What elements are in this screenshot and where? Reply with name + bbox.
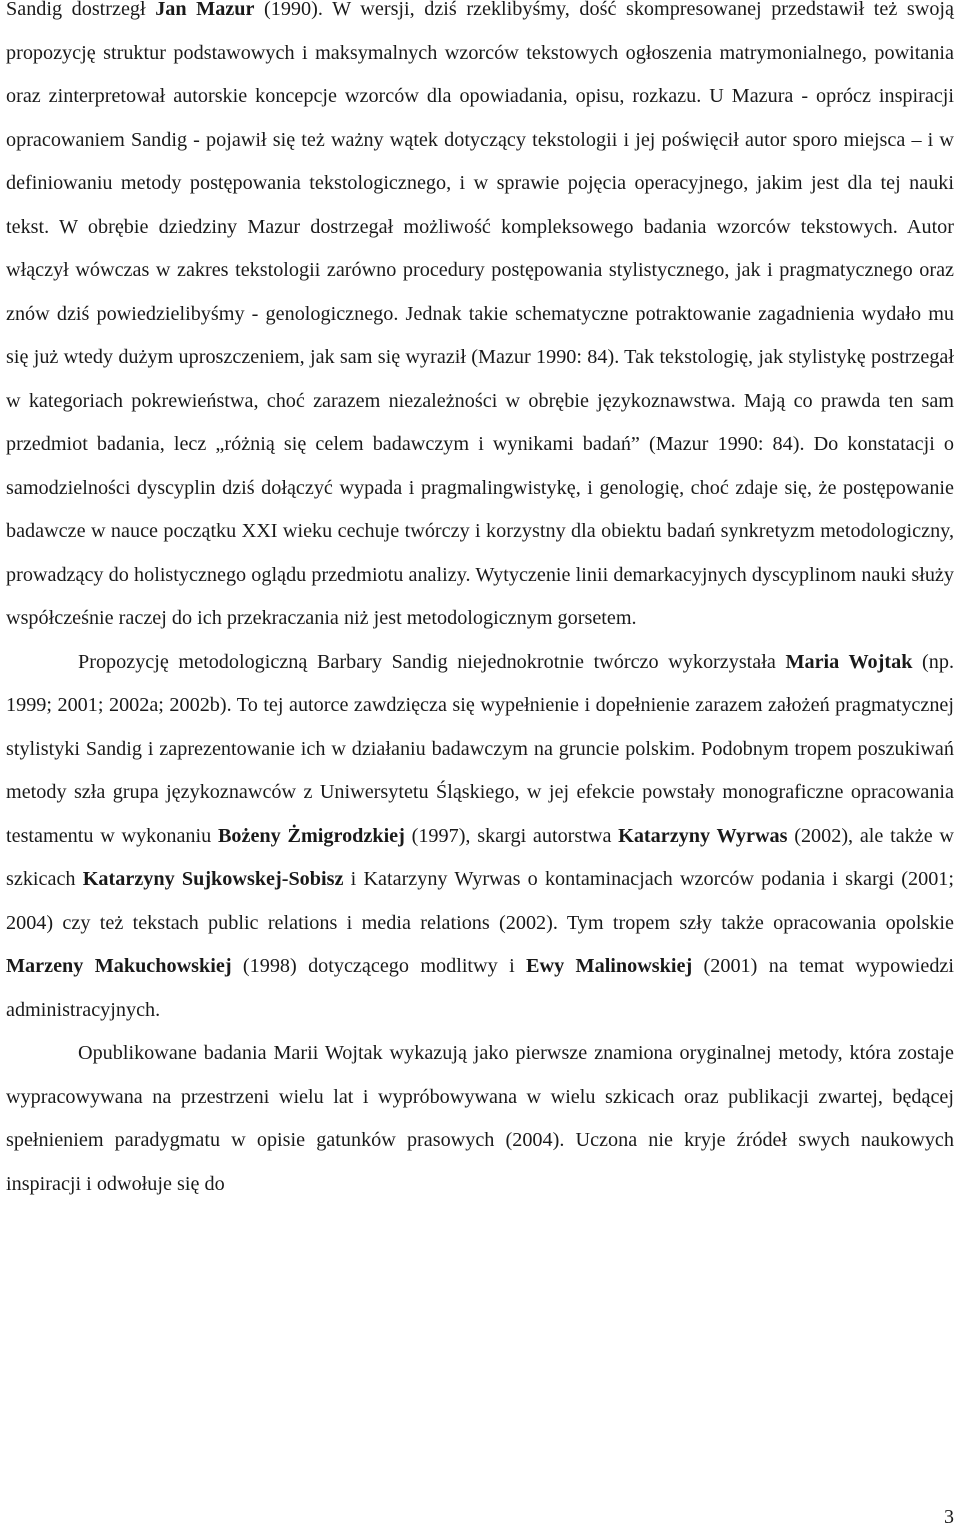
text-span: (1997), skargi autorstwa	[404, 824, 619, 847]
page-number: 3	[944, 1506, 954, 1528]
bold-name-span: Katarzyny Wyrwas	[618, 824, 788, 847]
paragraph-1	[6, 0, 954, 641]
text-span: Propozycję metodologiczną Barbary Sandig niejednokrotnie twórczo wykorzystała	[78, 650, 786, 673]
paragraph-3	[6, 1032, 954, 1206]
bold-name-span: Bożeny Żmigrodzkiej	[217, 824, 405, 847]
text-span: i Katarzyny Wyrwas o kontaminacjach wzorców podania i skargi (2001; 2004) czy też tekstach public relations i media relations (2002). Tym tropem szły także opracowania opolskie	[6, 868, 954, 934]
text-span: Sandig dostrzegł	[6, 0, 156, 20]
text-span: (1998) dotyczącego modlitwy i	[231, 955, 527, 977]
bold-name-span: Ewy Malinowskiej	[526, 955, 693, 977]
bold-name-span: Maria Wojtak	[785, 650, 913, 673]
text-span: (np. 1999; 2001; 2002a; 2002b). To tej autorce zawdzięcza się wypełnienie i dopełnienie zarazem założeń pragmatycznej stylistyki Sandig i zaprezentowanie ich w działaniu badawczym na gruncie polskim. Podobnym tropem poszukiwań metody szła grupa językoznawców z Uniwersytetu Śląskiego, w jej efekcie powstały monograficzne opracowania testamentu w wykonaniu	[6, 650, 954, 847]
bold-name-span: Marzeny Makuchowskiej	[6, 955, 232, 977]
text-span: (2001) na temat wypowiedzi administracyjnych.	[6, 955, 955, 1021]
text-span: (1990). W wersji, dziś rzeklibyśmy, dość skompresowanej przedstawił też swoją propozycję struktur podstawowych i maksymalnych wzorców tekstowych ogłoszenia matrymonialnego, powitania oraz zinterpretował autorskie koncepcje wzorców dla opowiadania, opisu, rozkazu. U Mazura - oprócz inspiracji opracowaniem Sandig - pojawił się też ważny wątek dotyczący tekstologii i jej poświęcił autor sporo miejsca – i w definiowaniu metody postępowania tekstologicznego, i w sprawie pojęcia operacyjnego, jakim jest dla tej nauki tekst. W obrębie dziedziny Mazur dostrzegał możliwość kompleksowego badania wzorców tekstowych. Autor włączył wówczas w zakres tekstologii zarówno procedury postępowania stylistycznego, jak i pragmatycznego oraz znów dziś powiedzielibyśmy - genologicznego. Jednak takie schematyczne potraktowanie zagadnienia wydało mu się już wtedy dużym uproszczeniem, jak sam się wyraził (Mazur 1990: 84). Tak tekstologię, jak stylistykę postrzegał w kategoriach pokrewieństwa, choć zarazem niezależności w obrębie językoznawstwa. Mają co prawda ten sam przedmiot badania, lecz „różnią się celem badawczym i wynikami badań” (Mazur 1990: 84). Do konstatacji o samodzielności dyscyplin dziś dołączyć wypada i pragmalingwistykę, i genologię, choć zdaje się, że postępowanie badawcze w nauce początku XXI wieku cechuje twórczy i korzystny dla obiektu badań synkretyzm metodologiczny, prowadzący do holistycznego oglądu przedmiotu analizy. Wytyczenie linii demarkacyjnych dyscyplinom nauki służy współcześnie raczej do ich przekraczania niż jest metodologicznym gorsetem.	[6, 0, 954, 629]
bold-name-span: Katarzyny Sujkowskej-Sobisz	[82, 868, 344, 890]
text-span: Opublikowane badania Marii Wojtak wykazują jako pierwsze znamiona oryginalnej metody, która zostaje wypracowywana na przestrzeni wielu lat i wypróbowywana w wielu szkicach oraz publikacji zwartej, będącej spełnieniem paradygmatu w opisie gatunków prasowych (2004). Uczona nie kryje źródeł swych naukowych inspiracji i odwołuje się do	[6, 1042, 954, 1195]
bold-name-span: Jan Mazur	[155, 0, 255, 20]
paragraph-2	[6, 641, 954, 1033]
text-span: (2002), ale także w szkicach	[6, 824, 954, 890]
